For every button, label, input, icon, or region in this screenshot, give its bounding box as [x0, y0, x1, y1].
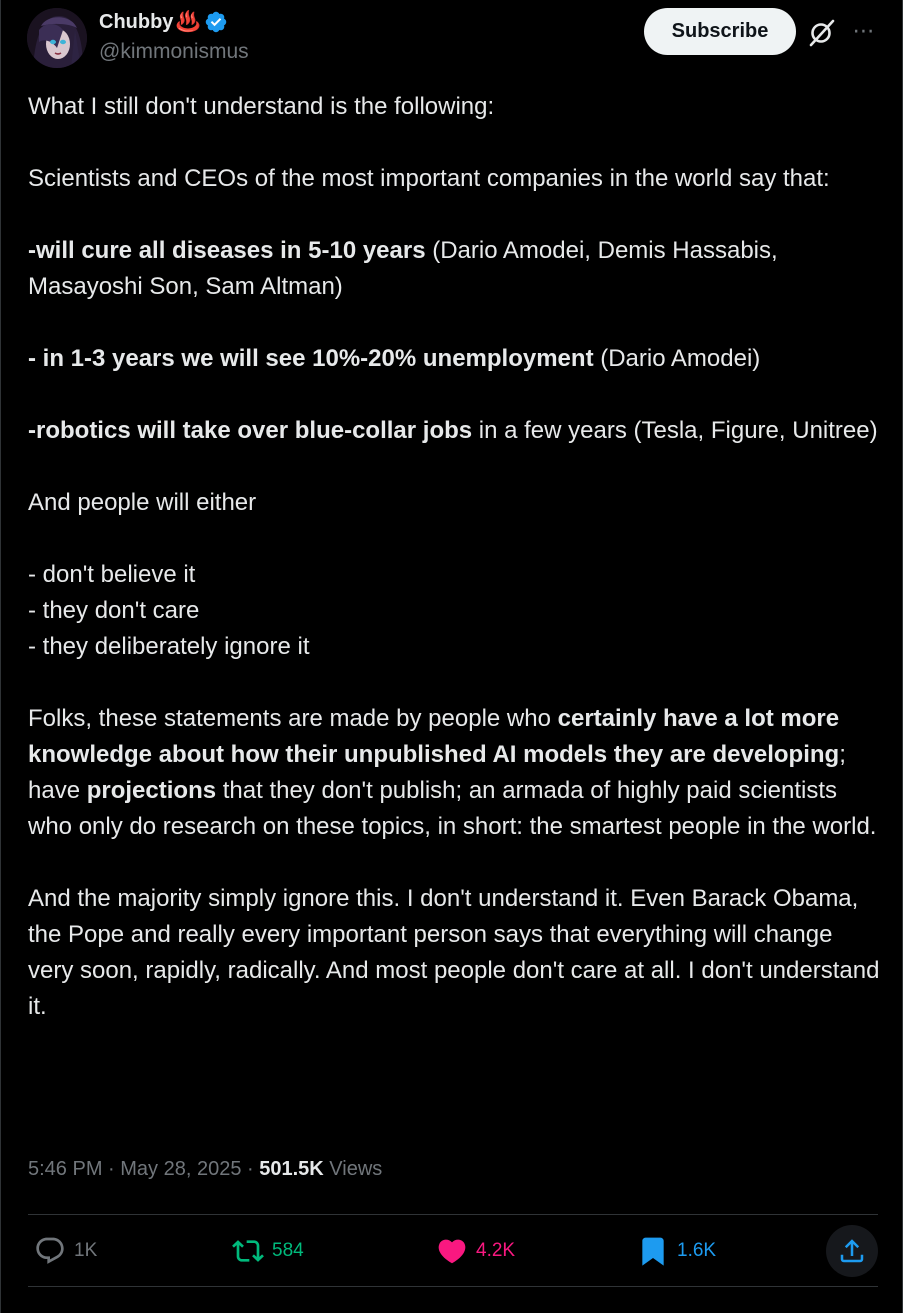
- tweet-paragraph-folks: [28, 701, 880, 845]
- tweet-claim-cure: [28, 233, 880, 305]
- like-button[interactable]: [436, 1216, 515, 1286]
- tweet-paragraph-scientists: Scientists and CEOs of the most important companies in the world say that:: [28, 165, 830, 192]
- divider-bottom: [28, 1286, 878, 1287]
- hot-springs-emoji: ♨️: [175, 11, 201, 33]
- tweet-paragraph-intro: What I still don't understand is the following:: [28, 93, 495, 120]
- tweet-claim-robotics: [28, 413, 880, 449]
- like-count: 4.2K: [476, 1240, 516, 1261]
- reply-icon: [34, 1235, 66, 1267]
- claim-unemployment-rest: (Dario Amodei): [593, 345, 761, 372]
- tweet-paragraph-either: And people will either: [28, 489, 257, 516]
- tweet-time[interactable]: 5:46 PM: [28, 1158, 103, 1180]
- repost-icon: [232, 1235, 264, 1267]
- reply-button[interactable]: [34, 1216, 97, 1286]
- tweet-meta: [28, 1158, 382, 1181]
- folks-bold-1: certainly have a lot more knowledge about how their unpublished AI models they are developing: [28, 705, 840, 768]
- meta-separator: ·: [102, 1158, 121, 1180]
- share-icon: [837, 1236, 867, 1266]
- claim-cure-rest: (Dario Amodei, Demis Hassabis, Masayoshi Son, Sam Altman): [28, 237, 778, 300]
- share-button[interactable]: [826, 1225, 878, 1277]
- folks-bold-2: projections: [86, 777, 217, 804]
- repost-count: 584: [272, 1240, 304, 1261]
- grok-icon[interactable]: [807, 18, 837, 48]
- folks-text-2: ; have: [28, 741, 846, 804]
- tweet-reaction-3: - they deliberately ignore it: [28, 633, 310, 660]
- verified-badge-icon[interactable]: [204, 10, 228, 34]
- heart-icon: [436, 1235, 468, 1267]
- tweet-reaction-2: - they don't care: [28, 597, 200, 624]
- tweet-reaction-1: - don't believe it: [28, 561, 196, 588]
- tweet-paragraph-final: And the majority simply ignore this. I don't understand it. Even Barack Obama, the Pope and really every important person says that everything will change very soon, rapidly, radically. And most people don't care at all. I don't understand it.: [28, 885, 880, 1020]
- author-name-row[interactable]: [99, 8, 228, 36]
- display-name[interactable]: Chubby: [99, 10, 174, 33]
- folks-text-3: that they don't publish; an armada of highly paid scientists who only do research on these topics, in short: the smartest people in the world.: [28, 777, 877, 840]
- tweet-text: [28, 89, 880, 1025]
- reply-count: 1K: [74, 1240, 98, 1261]
- divider-top: [28, 1214, 878, 1215]
- bookmark-icon: [637, 1235, 669, 1267]
- action-bar: [28, 1216, 878, 1286]
- views-label: Views: [323, 1158, 383, 1180]
- claim-robotics-rest: in a few years (Tesla, Figure, Unitree): [472, 417, 878, 444]
- avatar-image-icon: [27, 8, 87, 68]
- claim-robotics-bold: -robotics will take over blue-collar jobs: [28, 417, 473, 444]
- views-count: 501.5K: [259, 1158, 324, 1180]
- author-handle[interactable]: @kimmonismus: [99, 40, 249, 63]
- subscribe-button[interactable]: Subscribe: [644, 8, 796, 55]
- claim-cure-bold: -will cure all diseases in 5-10 years: [28, 237, 426, 264]
- claim-unemployment-bold: - in 1-3 years we will see 10%-20% unemployment: [28, 345, 594, 372]
- bookmark-button[interactable]: [637, 1216, 716, 1286]
- meta-separator: ·: [241, 1158, 260, 1180]
- tweet-claim-unemployment: [28, 341, 880, 377]
- tweet-date[interactable]: May 28, 2025: [120, 1158, 242, 1180]
- folks-text-1: Folks, these statements are made by people who: [28, 705, 558, 732]
- repost-button[interactable]: [232, 1216, 304, 1286]
- avatar[interactable]: [27, 8, 87, 68]
- more-options-icon[interactable]: ⋯: [852, 18, 876, 43]
- bookmark-count: 1.6K: [677, 1240, 717, 1261]
